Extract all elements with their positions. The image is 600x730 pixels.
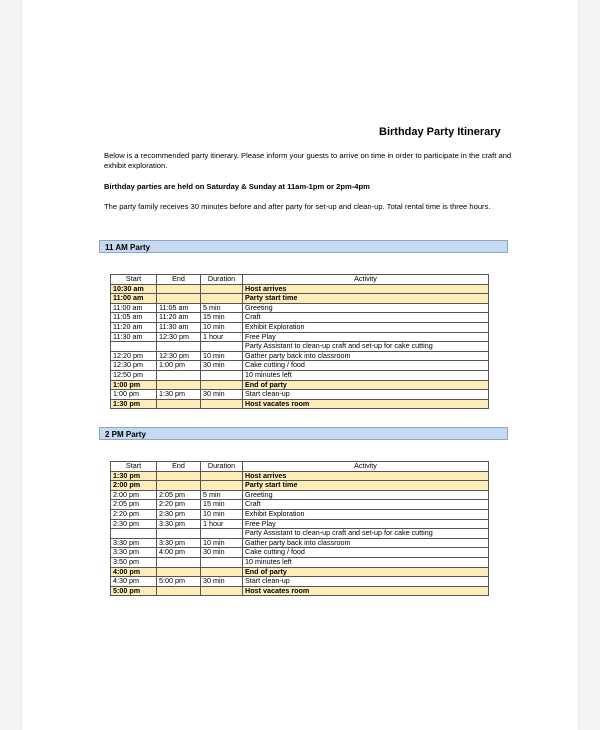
table-body (111, 471, 489, 596)
table-row (111, 529, 489, 539)
table-row (111, 500, 489, 510)
table-row (111, 322, 489, 332)
cell-duration: 10 min (201, 322, 243, 332)
cell-duration: 30 min (201, 361, 243, 371)
table-row (111, 284, 489, 294)
cell-duration: 30 min (201, 577, 243, 587)
document-title: Birthday Party Itinerary (379, 126, 501, 138)
cell-start: 10:30 am (111, 284, 157, 294)
table-row (111, 577, 489, 587)
column-header-start: Start (111, 275, 157, 285)
cell-activity: Exhibit Exploration (243, 322, 489, 332)
document-page (22, 0, 578, 730)
cell-activity: Host vacates room (243, 586, 489, 596)
cell-activity: Exhibit Exploration (243, 509, 489, 519)
cell-end: 2:30 pm (157, 509, 201, 519)
cell-start: 4:00 pm (111, 567, 157, 577)
table-row (111, 548, 489, 558)
cell-end (157, 370, 201, 380)
cell-end (157, 557, 201, 567)
cell-duration (201, 399, 243, 409)
table-row (111, 538, 489, 548)
table-body (111, 284, 489, 409)
table-row (111, 390, 489, 400)
cell-start: 1:30 pm (111, 399, 157, 409)
cell-start: 11:00 am (111, 303, 157, 313)
cell-duration: 30 min (201, 390, 243, 400)
cell-duration (201, 342, 243, 352)
cell-end: 2:20 pm (157, 500, 201, 510)
cell-activity: 10 minutes left (243, 557, 489, 567)
cell-duration (201, 557, 243, 567)
cell-end: 1:00 pm (157, 361, 201, 371)
cell-end: 11:20 am (157, 313, 201, 323)
cell-start: 12:50 pm (111, 370, 157, 380)
cell-duration (201, 481, 243, 491)
schedule-note: Birthday parties are held on Saturday & Sunday at 11am-1pm or 2pm-4pm (104, 182, 370, 191)
cell-start: 3:30 pm (111, 548, 157, 558)
cell-end: 3:30 pm (157, 538, 201, 548)
table-header-row (111, 275, 489, 285)
table-row (111, 481, 489, 491)
cell-end (157, 529, 201, 539)
cell-activity: 10 minutes left (243, 370, 489, 380)
cell-end: 12:30 pm (157, 332, 201, 342)
cell-duration (201, 567, 243, 577)
cell-activity: Host arrives (243, 471, 489, 481)
cell-duration: 5 min (201, 490, 243, 500)
table-header-row (111, 462, 489, 472)
cell-start: 1:30 pm (111, 471, 157, 481)
cell-end (157, 294, 201, 304)
cell-end: 12:30 pm (157, 351, 201, 361)
cell-start: 2:00 pm (111, 481, 157, 491)
cell-activity: Free Play (243, 332, 489, 342)
cell-end: 5:00 pm (157, 577, 201, 587)
intro-paragraph: Below is a recommended party itinerary. Please inform your guests to arrive on time in order to participate in the craft and exhibit exploration. (104, 151, 512, 170)
cell-end: 1:30 pm (157, 390, 201, 400)
cell-activity: Cake cutting / food (243, 548, 489, 558)
cell-activity: Host vacates room (243, 399, 489, 409)
cell-start: 1:00 pm (111, 390, 157, 400)
cell-duration (201, 370, 243, 380)
cell-start: 2:05 pm (111, 500, 157, 510)
table-row (111, 380, 489, 390)
section-heading-11am: 11 AM Party (99, 240, 508, 253)
cell-duration (201, 471, 243, 481)
cell-end (157, 284, 201, 294)
cell-end (157, 342, 201, 352)
table-row (111, 342, 489, 352)
column-header-duration: Duration (201, 462, 243, 472)
cell-start: 5:00 pm (111, 586, 157, 596)
cell-start: 1:00 pm (111, 380, 157, 390)
cell-end (157, 481, 201, 491)
cell-activity: Start clean-up (243, 390, 489, 400)
table-row (111, 313, 489, 323)
column-header-end: End (157, 462, 201, 472)
itinerary-table-2pm (110, 461, 489, 596)
table-row (111, 490, 489, 500)
cell-duration: 1 hour (201, 332, 243, 342)
cell-start: 2:20 pm (111, 509, 157, 519)
table-row (111, 567, 489, 577)
section-heading-2pm: 2 PM Party (99, 427, 508, 440)
table-row (111, 509, 489, 519)
column-header-activity: Activity (243, 275, 489, 285)
column-header-duration: Duration (201, 275, 243, 285)
cell-activity: End of party (243, 567, 489, 577)
table-row (111, 332, 489, 342)
cell-start: 11:30 am (111, 332, 157, 342)
table-row (111, 399, 489, 409)
table-row (111, 361, 489, 371)
cell-activity: Gather party back into classroom (243, 351, 489, 361)
cell-activity: Craft (243, 500, 489, 510)
cell-start (111, 529, 157, 539)
cell-start: 11:05 am (111, 313, 157, 323)
table-row (111, 351, 489, 361)
cell-duration: 1 hour (201, 519, 243, 529)
cell-end (157, 399, 201, 409)
rental-note: The party family receives 30 minutes before and after party for set-up and clean-up. Total rental time is three hours. (104, 202, 491, 211)
table-row (111, 586, 489, 596)
column-header-end: End (157, 275, 201, 285)
cell-duration: 15 min (201, 500, 243, 510)
table-row (111, 294, 489, 304)
cell-end (157, 471, 201, 481)
cell-start: 12:30 pm (111, 361, 157, 371)
cell-end: 3:30 pm (157, 519, 201, 529)
table-row (111, 303, 489, 313)
cell-duration (201, 529, 243, 539)
table-row (111, 471, 489, 481)
cell-start: 3:30 pm (111, 538, 157, 548)
cell-activity: Party Assistant to clean-up craft and set-up for cake cutting (243, 342, 489, 352)
cell-activity: Gather party back into classroom (243, 538, 489, 548)
table-row (111, 557, 489, 567)
cell-activity: Host arrives (243, 284, 489, 294)
cell-end (157, 567, 201, 577)
cell-end (157, 380, 201, 390)
cell-start: 3:50 pm (111, 557, 157, 567)
cell-activity: Free Play (243, 519, 489, 529)
cell-start: 2:00 pm (111, 490, 157, 500)
cell-start: 11:00 am (111, 294, 157, 304)
column-header-start: Start (111, 462, 157, 472)
cell-duration: 15 min (201, 313, 243, 323)
cell-start: 4:30 pm (111, 577, 157, 587)
cell-end: 11:05 am (157, 303, 201, 313)
cell-start: 11:20 am (111, 322, 157, 332)
cell-activity: Greeting (243, 490, 489, 500)
cell-activity: Craft (243, 313, 489, 323)
cell-end: 2:05 pm (157, 490, 201, 500)
table-row (111, 519, 489, 529)
cell-start (111, 342, 157, 352)
cell-duration (201, 380, 243, 390)
column-header-activity: Activity (243, 462, 489, 472)
cell-activity: Party start time (243, 294, 489, 304)
cell-duration: 10 min (201, 538, 243, 548)
cell-end (157, 586, 201, 596)
cell-duration: 10 min (201, 509, 243, 519)
cell-duration (201, 586, 243, 596)
cell-activity: Greeting (243, 303, 489, 313)
cell-duration: 10 min (201, 351, 243, 361)
cell-duration: 30 min (201, 548, 243, 558)
table-row (111, 370, 489, 380)
cell-start: 12:20 pm (111, 351, 157, 361)
cell-duration (201, 294, 243, 304)
itinerary-table-11am (110, 274, 489, 409)
cell-duration: 5 min (201, 303, 243, 313)
cell-activity: Party start time (243, 481, 489, 491)
cell-duration (201, 284, 243, 294)
cell-activity: End of party (243, 380, 489, 390)
cell-end: 4:00 pm (157, 548, 201, 558)
cell-activity: Party Assistant to clean-up craft and set-up for cake cutting (243, 529, 489, 539)
cell-activity: Cake cutting / food (243, 361, 489, 371)
cell-start: 2:30 pm (111, 519, 157, 529)
cell-end: 11:30 am (157, 322, 201, 332)
cell-activity: Start clean-up (243, 577, 489, 587)
